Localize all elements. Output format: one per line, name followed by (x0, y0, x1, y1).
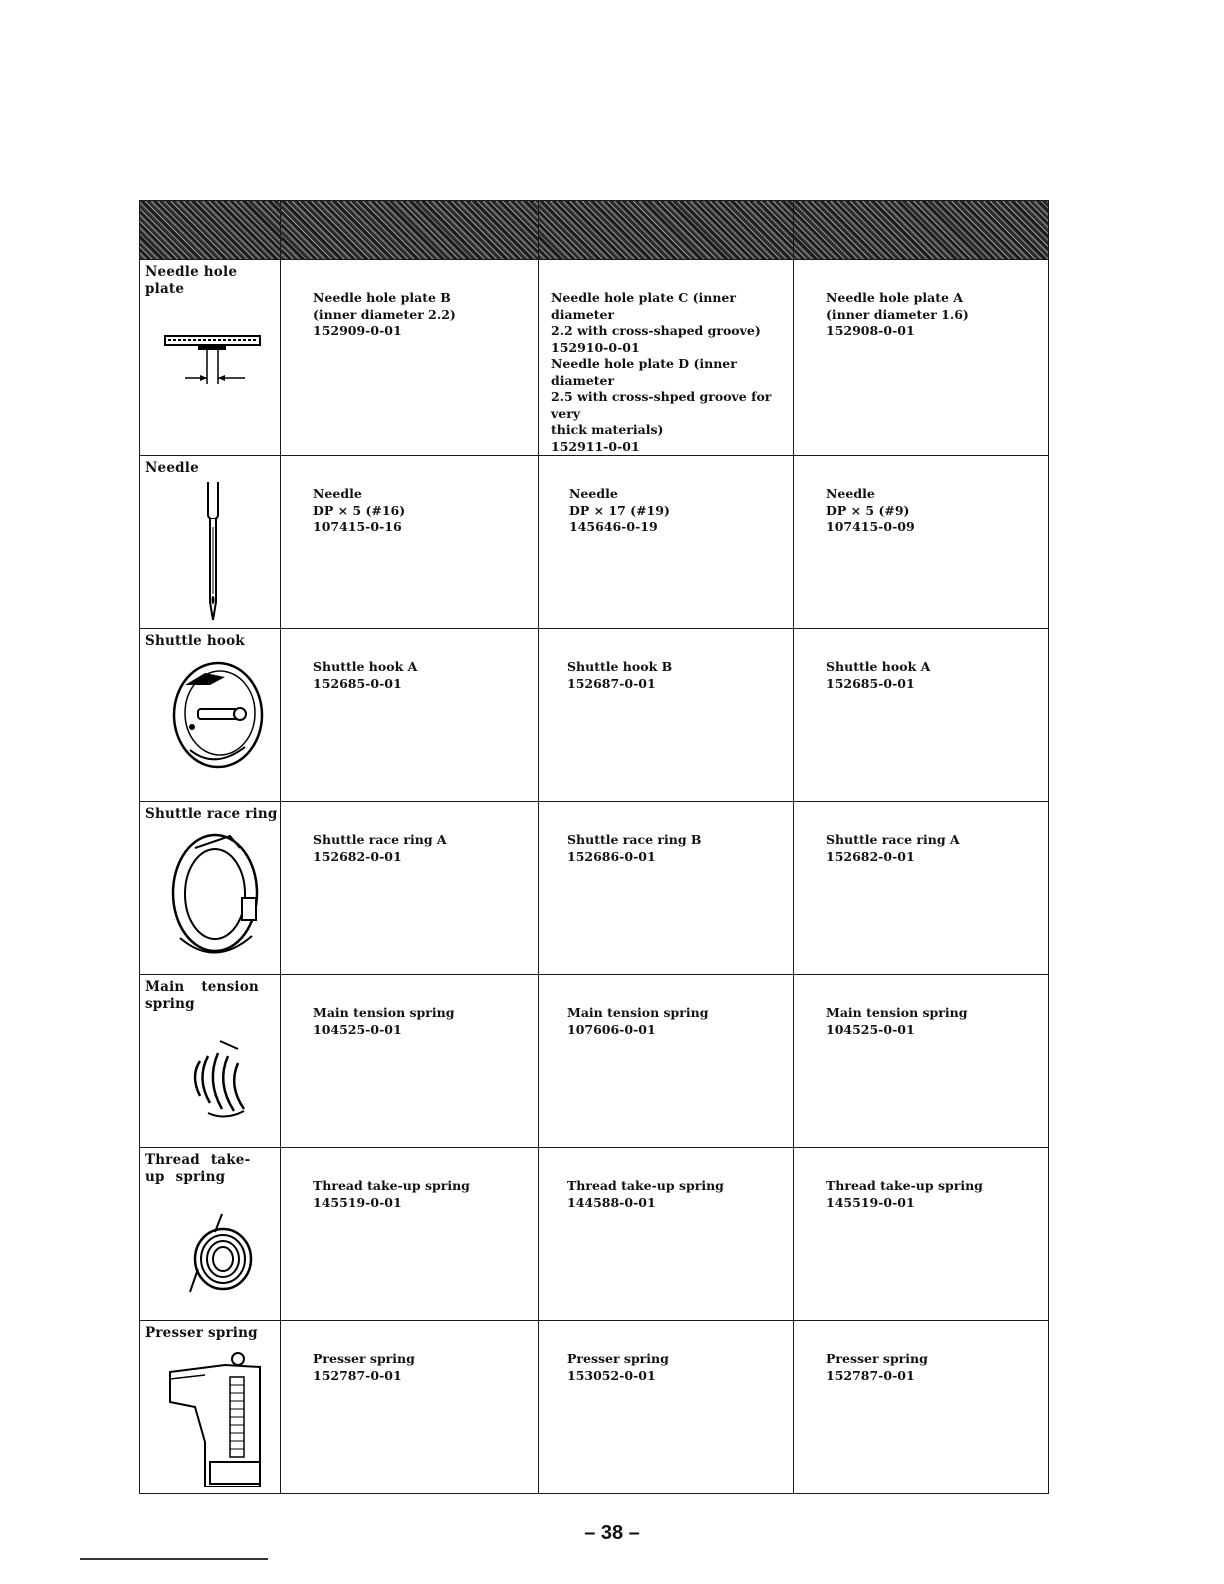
table-row (140, 456, 1049, 629)
part-entry: Needle DP × 17 (#19) 145646-0-19 (569, 486, 670, 534)
table-header-row (140, 201, 1049, 260)
part-entry: Main tension spring 104525-0-01 (826, 1005, 968, 1037)
part-name: Thread take-up spring (145, 1152, 251, 1185)
part-entry-cell (281, 1321, 539, 1494)
part-entry-cell (539, 1321, 794, 1494)
part-entry-cell (794, 1321, 1049, 1494)
part-name: Presser spring (145, 1325, 258, 1341)
part-entry-cell (539, 975, 794, 1148)
part-name-cell (140, 456, 281, 629)
part-entry: Needle DP × 5 (#9) 107415-0-09 (826, 486, 915, 534)
part-entry: Shuttle hook A 152685-0-01 (826, 659, 931, 691)
part-entry-cell (794, 975, 1049, 1148)
part-entry: Needle hole plate B (inner diameter 2.2) 152909-0-01 (313, 290, 456, 338)
part-entry: Presser spring 153052-0-01 (567, 1351, 669, 1383)
part-entry-cell (281, 802, 539, 975)
part-name-cell (140, 260, 281, 456)
part-entry: Needle hole plate C (inner diameter 2.2 with cross-shaped groove) 152910-0-01 Needle hole plate D (inner diameter 2.5 with cross-shped groove for very thick materials) 152911-0-01 (551, 290, 772, 454)
presser-spring-drawing (160, 1347, 270, 1487)
part-entry: Thread take-up spring 145519-0-01 (313, 1178, 470, 1210)
table-row (140, 260, 1049, 456)
part-entry-cell (281, 629, 539, 802)
part-entry-cell (539, 802, 794, 975)
part-name-cell (140, 802, 281, 975)
header-col-3 (794, 201, 1049, 260)
part-entry-cell (794, 456, 1049, 629)
part-entry: Shuttle race ring A 152682-0-01 (826, 832, 960, 864)
part-name-cell (140, 629, 281, 802)
part-entry-cell (794, 260, 1049, 456)
part-entry-cell (539, 260, 794, 456)
part-entry: Shuttle hook A 152685-0-01 (313, 659, 418, 691)
part-entry: Presser spring 152787-0-01 (826, 1351, 928, 1383)
part-name: Shuttle race ring (145, 806, 278, 822)
page-number: – 38 – (584, 1522, 640, 1544)
table-row (140, 802, 1049, 975)
part-name-cell (140, 975, 281, 1148)
part-entry: Thread take-up spring 145519-0-01 (826, 1178, 983, 1210)
part-entry-cell (281, 260, 539, 456)
part-entry: Needle DP × 5 (#16) 107415-0-16 (313, 486, 406, 534)
part-entry-cell (281, 1148, 539, 1321)
part-entry: Main tension spring 104525-0-01 (313, 1005, 455, 1037)
part-entry: Main tension spring 107606-0-01 (567, 1005, 709, 1037)
part-entry: Needle hole plate A (inner diameter 1.6) 152908-0-01 (826, 290, 969, 338)
take-up-spring-drawing (160, 1174, 270, 1314)
part-entry-cell (281, 975, 539, 1148)
needle-hole-plate-drawing (160, 286, 270, 426)
part-entry-cell (281, 456, 539, 629)
table-row (140, 1321, 1049, 1494)
shuttle-hook-drawing (160, 655, 270, 795)
footer-rule (80, 1558, 268, 1560)
part-entry: Thread take-up spring 144588-0-01 (567, 1178, 724, 1210)
part-entry: Presser spring 152787-0-01 (313, 1351, 415, 1383)
part-name-cell (140, 1321, 281, 1494)
tension-spring-drawing (160, 1001, 270, 1141)
header-col-2 (539, 201, 794, 260)
part-entry-cell (539, 1148, 794, 1321)
header-name-of-parts (140, 201, 281, 260)
table-row (140, 629, 1049, 802)
needle-drawing (160, 482, 270, 622)
part-name: Needle hole plate (145, 264, 238, 297)
part-name: Needle (145, 460, 199, 476)
table-row (140, 975, 1049, 1148)
part-entry: Shuttle race ring A 152682-0-01 (313, 832, 447, 864)
parts-table (139, 200, 1049, 1494)
header-col-1 (281, 201, 539, 260)
part-entry-cell (539, 456, 794, 629)
part-entry-cell (794, 802, 1049, 975)
part-entry: Shuttle hook B 152687-0-01 (567, 659, 673, 691)
part-entry-cell (794, 629, 1049, 802)
table-row (140, 1148, 1049, 1321)
shuttle-race-ring-drawing (160, 828, 270, 968)
part-name: Shuttle hook (145, 633, 245, 649)
part-entry-cell (539, 629, 794, 802)
part-name-cell (140, 1148, 281, 1321)
part-name: Main tension spring (145, 979, 259, 1012)
part-entry-cell (794, 1148, 1049, 1321)
part-entry: Shuttle race ring B 152686-0-01 (567, 832, 702, 864)
